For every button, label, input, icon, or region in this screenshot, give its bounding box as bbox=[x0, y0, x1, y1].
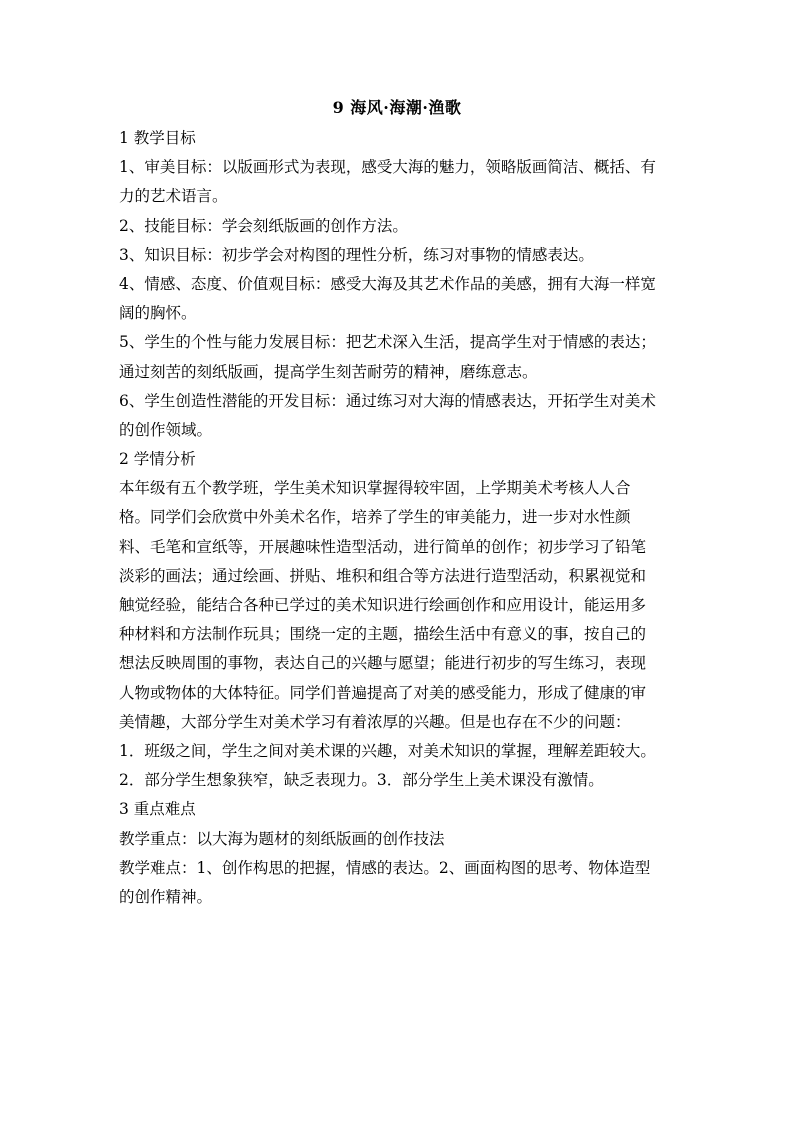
text-line: 5、学生的个性与能力发展目标：把艺术深入生活，提高学生对于情感的表达； bbox=[119, 333, 656, 352]
text-line: 本年级有五个教学班，学生美术知识掌握得较牢固，上学期美术考核人人合 bbox=[119, 479, 631, 498]
text-line: 触觉经验，能结合各种已学过的美术知识进行绘画创作和应用设计，能运用多 bbox=[119, 596, 647, 614]
section-heading-objectives: 1 教学目标 bbox=[119, 129, 196, 147]
text-line: 想法反映周围的事物，表达自己的兴趣与愿望；能进行初步的写生练习，表现 bbox=[119, 654, 647, 673]
text-line: 种材料和方法制作玩具；围绕一定的主题，描绘生活中有意义的事，按自己的 bbox=[119, 625, 647, 644]
document-body bbox=[119, 124, 679, 912]
text-line: 力的艺术语言。 bbox=[119, 187, 228, 206]
text-line: 淡彩的画法；通过绘画、拼贴、堆积和组合等方法进行造型活动，积累视觉和 bbox=[119, 566, 647, 585]
section-heading-analysis: 2 学情分析 bbox=[119, 450, 196, 469]
text-line: 通过刻苦的刻纸版画，提高学生刻苦耐劳的精神，磨练意志。 bbox=[119, 362, 538, 381]
section-heading-key-points: 3 重点难点 bbox=[119, 800, 196, 819]
text-line: 料、毛笔和宣纸等，开展趣味性造型活动，进行简单的创作；初步学习了铅笔 bbox=[119, 537, 647, 556]
text-line: 教学难点：1、创作构思的把握，情感的表达。2、画面构图的思考、物体造型 bbox=[119, 858, 651, 877]
text-line: 2、技能目标：学会刻纸版画的创作方法。 bbox=[119, 216, 408, 235]
text-line: 3、知识目标：初步学会对构图的理性分析，练习对事物的情感表达。 bbox=[119, 245, 594, 264]
text-line: 阔的胸怀。 bbox=[119, 304, 197, 323]
text-line: 教学重点：以大海为题材的刻纸版画的创作技法 bbox=[119, 829, 445, 848]
text-line: 2．部分学生想象狭窄，缺乏表现力。3．部分学生上美术课没有激情。 bbox=[119, 771, 604, 790]
text-line: 1．班级之间，学生之间对美术课的兴趣，对美术知识的掌握，理解差距较大。 bbox=[119, 741, 656, 760]
text-line: 的创作领域。 bbox=[119, 420, 213, 439]
text-line: 1、审美目标：以版画形式为表现，感受大海的魅力，领略版画简洁、概括、有 bbox=[119, 158, 656, 177]
text-line: 的创作精神。 bbox=[119, 887, 213, 906]
text-line: 6、学生创造性潜能的开发目标：通过练习对大海的情感表达，开拓学生对美术 bbox=[119, 391, 656, 410]
document-title: 9 海风·海潮·渔歌 bbox=[332, 98, 462, 117]
text-line: 格。同学们会欣赏中外美术名作，培养了学生的审美能力，进一步对水性颜 bbox=[119, 508, 631, 527]
text-line: 人物或物体的大体特征。同学们普遍提高了对美的感受能力，形成了健康的审 bbox=[119, 683, 647, 702]
text-line: 4、情感、态度、价值观目标：感受大海及其艺术作品的美感，拥有大海一样宽 bbox=[119, 274, 656, 293]
text-line: 美情趣，大部分学生对美术学习有着浓厚的兴趣。但是也存在不少的问题： bbox=[119, 712, 631, 731]
